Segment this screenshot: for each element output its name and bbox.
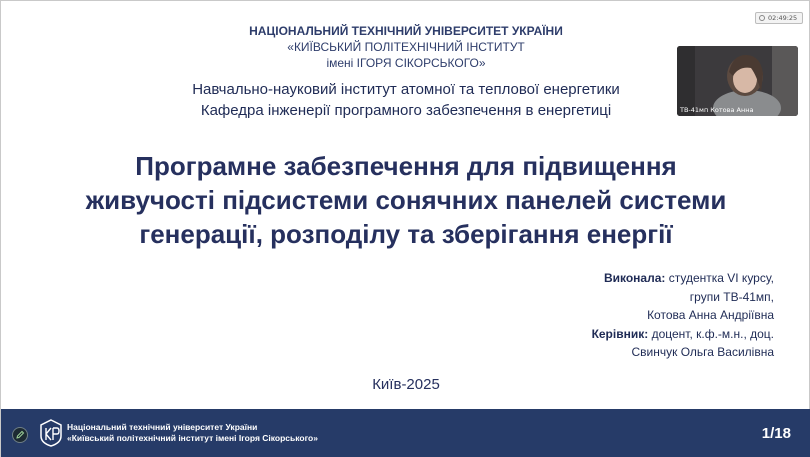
footer-university-name bbox=[67, 422, 318, 444]
recording-clock[interactable] bbox=[755, 12, 803, 24]
footer-university-line1: Національний технічний університет України bbox=[67, 422, 258, 432]
slide-title bbox=[41, 149, 771, 251]
supervisor-name: Свинчук Ольга Василівна bbox=[631, 345, 774, 359]
institute-name: Навчально-науковий інститут атомної та теплової енергетики bbox=[192, 81, 620, 98]
supervisor-label: Керівник: bbox=[591, 326, 649, 341]
author-group: групи ТВ-41мп, bbox=[689, 289, 774, 304]
clock-time: 02:49:25 bbox=[768, 14, 798, 22]
performed-by-value: студентка VI курсу, bbox=[665, 271, 774, 285]
university-header-line3: імені ІГОРЯ СІКОРСЬКОГО» bbox=[326, 56, 486, 70]
department-name: Кафедра інженерії програмного забезпечення в енергетиці bbox=[200, 102, 612, 119]
author-block bbox=[454, 269, 774, 362]
pencil-icon bbox=[15, 430, 25, 440]
slide-title-line1: Програмне забезпечення для підвищення bbox=[135, 151, 677, 181]
university-header-line2: «КИЇВСЬКИЙ ПОЛІТЕХНІЧНИЙ ІНСТИТУТ bbox=[287, 40, 525, 54]
clock-icon bbox=[759, 15, 765, 21]
edit-button[interactable] bbox=[12, 427, 28, 443]
slide-footer bbox=[1, 409, 810, 457]
city-year: Київ-2025 bbox=[372, 376, 440, 393]
performed-by-line bbox=[454, 269, 774, 288]
slide-title-line2: живучості підсистеми сонячних панелей системи bbox=[85, 185, 727, 215]
webcam-participant-label: ТВ-41мп Котова Анна bbox=[680, 106, 754, 114]
page-indicator: 1/18 bbox=[761, 425, 791, 442]
author-name: Котова Анна Андріївна bbox=[647, 308, 774, 322]
performed-by-label: Виконала: bbox=[603, 271, 666, 285]
kpi-logo-icon bbox=[39, 419, 63, 447]
supervisor-line bbox=[454, 325, 774, 344]
university-header-line1: НАЦІОНАЛЬНИЙ ТЕХНІЧНИЙ УНІВЕРСИТЕТ УКРАЇНИ bbox=[249, 24, 563, 38]
webcam-thumbnail[interactable] bbox=[677, 46, 798, 116]
footer-university-line2: «Київський політехнічний інститут імені Ігоря Сікорського» bbox=[67, 433, 318, 443]
slide-title-line3: генерації, розподілу та зберігання енергії bbox=[139, 219, 673, 249]
supervisor-value: доцент, к.ф.-м.н., доц. bbox=[648, 326, 774, 341]
